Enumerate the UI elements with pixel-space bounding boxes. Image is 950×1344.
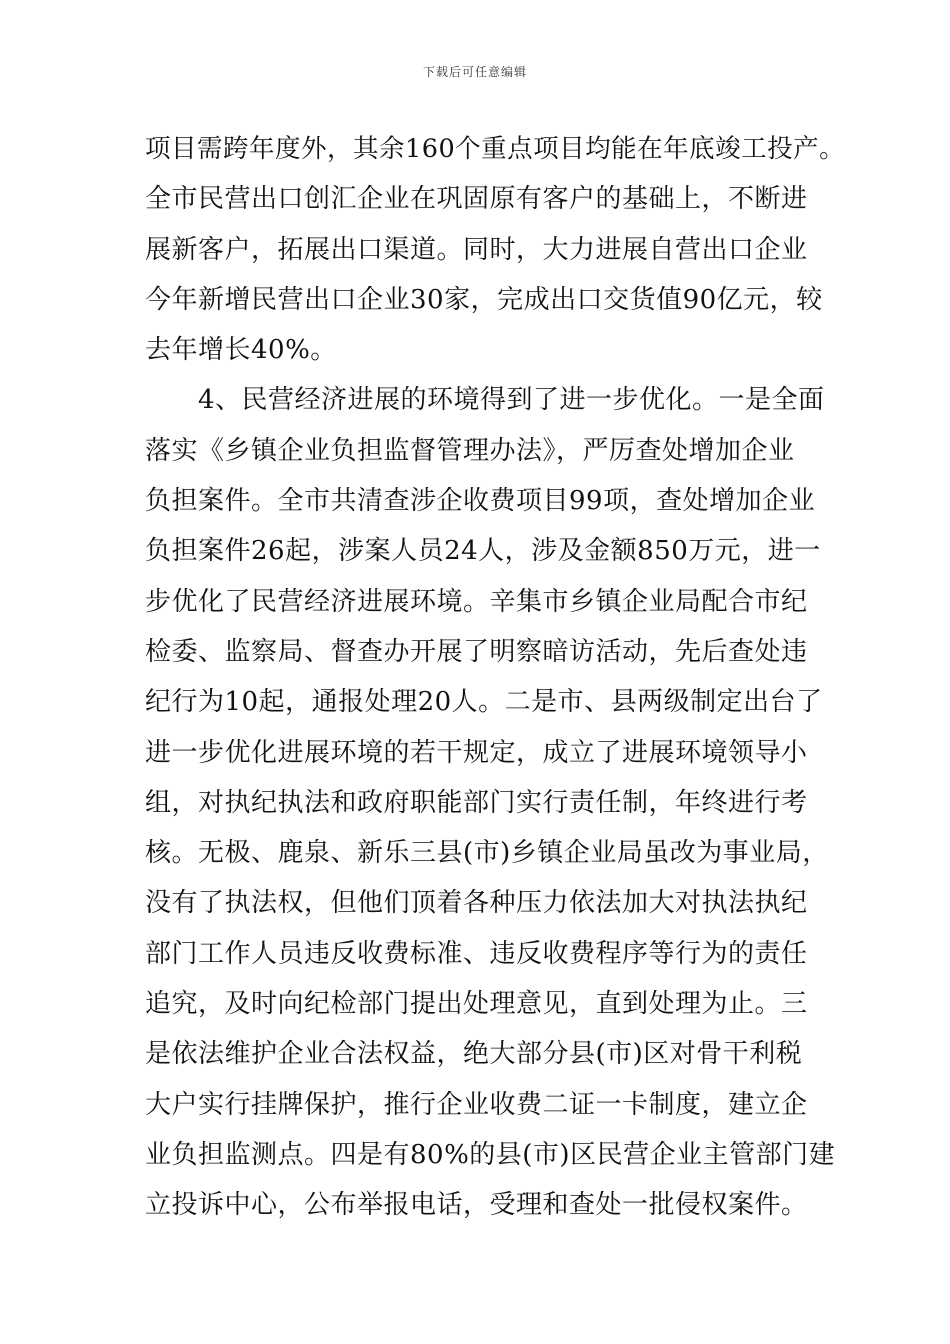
text-line: 今年新增民营出口企业30家，完成出口交货值90亿元，较	[145, 284, 823, 315]
text-line: 全市民营出口创汇企业在巩固原有客户的基础上，不断进	[145, 184, 808, 215]
text-line: 4、民营经济进展的环境得到了进一步优化。一是全面	[145, 385, 825, 416]
text-line: 项目需跨年度外，其余160个重点项目均能在年底竣工投产。	[145, 134, 846, 164]
text-line: 去年增长40%。	[145, 335, 337, 366]
text-line: 进一步优化进展环境的若干规定，成立了进展环境领导小	[145, 737, 808, 768]
text-line: 是依法维护企业合法权益，绝大部分县(市)区对骨干利税	[145, 1039, 803, 1070]
text-line: 落实《乡镇企业负担监督管理办法》，严厉查处增加企业	[145, 435, 795, 466]
text-line: 组，对执纪执法和政府职能部门实行责任制，年终进行考	[145, 787, 808, 818]
text-line: 检委、监察局、督查办开展了明察暗访活动，先后查处违	[145, 636, 808, 667]
document-body	[145, 124, 845, 1231]
text-line: 大户实行挂牌保护，推行企业收费二证一卡制度，建立企	[145, 1089, 808, 1120]
text-line: 负担案件26起，涉案人员24人，涉及金额850万元，进一	[145, 536, 821, 567]
text-line: 核。无极、鹿泉、新乐三县(市)乡镇企业局虽改为事业局，	[145, 838, 829, 869]
text-line: 追究，及时向纪检部门提出处理意见，直到处理为止。三	[145, 989, 808, 1020]
text-line: 步优化了民营经济进展环境。辛集市乡镇企业局配合市纪	[145, 586, 808, 617]
text-line: 展新客户，拓展出口渠道。同时，大力进展自营出口企业	[145, 234, 808, 265]
text-line: 部门工作人员违反收费标准、违反收费程序等行为的责任	[145, 938, 808, 969]
text-line: 负担案件。全市共清查涉企收费项目99项，查处增加企业	[145, 486, 816, 517]
text-line: 业负担监测点。四是有80%的县(市)区民营企业主管部门建	[145, 1139, 836, 1170]
page-header: 下载后可任意编辑	[422, 65, 527, 79]
text-line: 立投诉中心，公布举报电话，受理和查处一批侵权案件。	[145, 1190, 808, 1221]
text-line: 没有了执法权，但他们顶着各种压力依法加大对执法执纪	[145, 888, 808, 919]
text-line: 纪行为10起，通报处理20人。二是市、县两级制定出台了	[145, 687, 823, 718]
